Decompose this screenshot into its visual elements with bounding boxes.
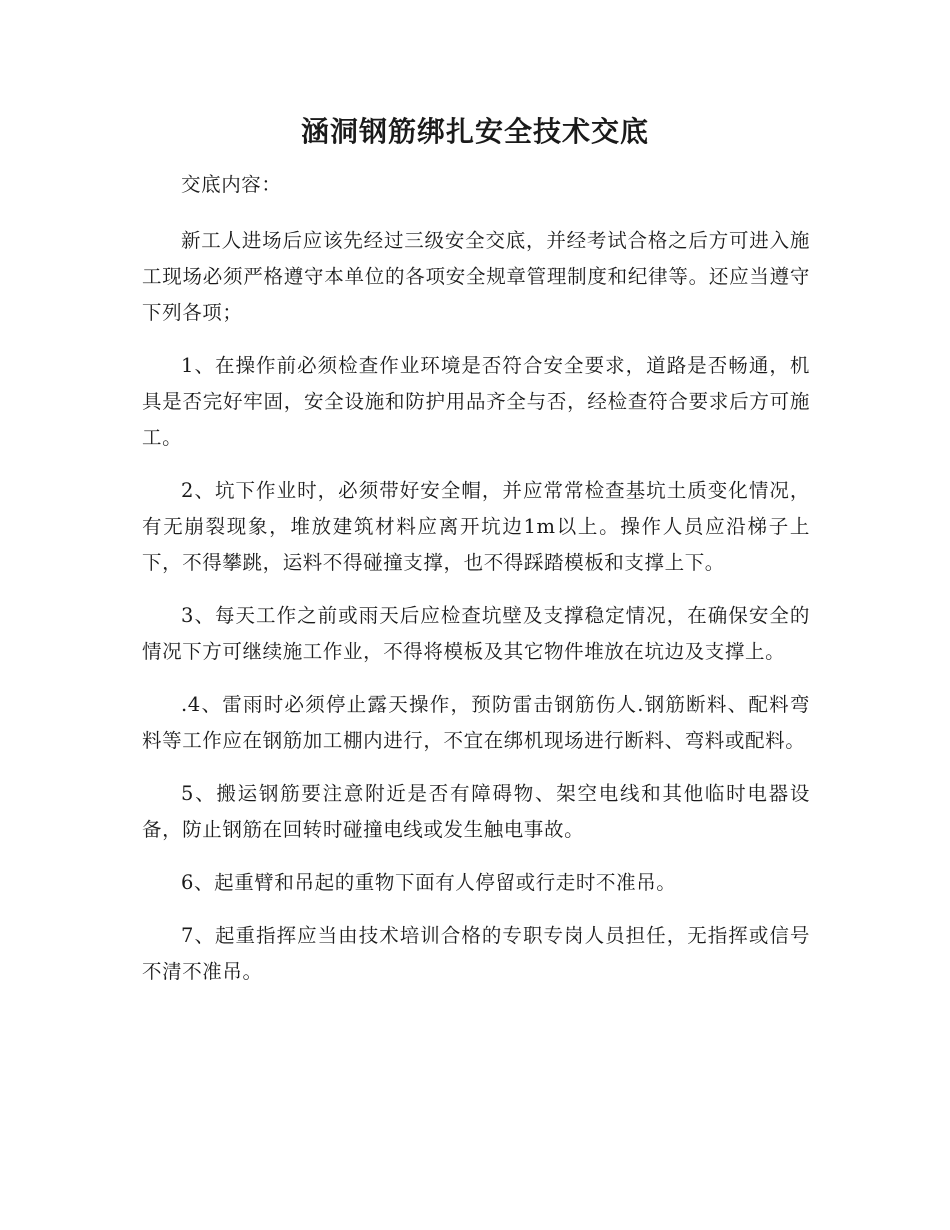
paragraph-intro: 新工人进场后应该先经过三级安全交底，并经考试合格之后方可进入施工现场必须严格遵守本单位的各项安全规章管理制度和纪律等。还应当遵守下列各项； [142,229,810,324]
paragraph-item-4: .4、雷雨时必须停止露天操作，预防雷击钢筋伤人.钢筋断料、配料弯料等工作应在钢筋加工棚内进行，不宜在绑机现场进行断料、弯料或配料。 [142,693,810,752]
paragraph-item-5: 5、搬运钢筋要注意附近是否有障碍物、架空电线和其他临时电器设备，防止钢筋在回转时碰撞电线或发生触电事故。 [142,782,810,841]
paragraph-item-1: 1、在操作前必须检查作业环境是否符合安全要求，道路是否畅通，机具是否完好牢固，安全设施和防护用品齐全与否，经检查符合要求后方可施工。 [142,354,810,449]
paragraph-item-6: 6、起重臂和吊起的重物下面有人停留或行走时不准吊。 [181,871,677,894]
document-body [142,167,810,1007]
paragraph-item-2: 2、坑下作业时，必须带好安全帽，并应常常检查基坑土质变化情况，有无崩裂现象，堆放建筑材料应离开坑边1m以上。操作人员应沿梯子上下，不得攀跳，运料不得碰撞支撑，也不得踩踏模板和支撑上下。 [142,479,810,574]
paragraph-item-7: 7、起重指挥应当由技术培训合格的专职专岗人员担任，无指挥或信号不清不准吊。 [142,924,810,983]
paragraph-item-3: 3、每天工作之前或雨天后应检查坑壁及支撑稳定情况，在确保安全的情况下方可继续施工作业，不得将模板及其它物件堆放在坑边及支撑上。 [142,604,810,663]
intro-label: 交底内容： [181,173,282,196]
document-title: 涵洞钢筋绑扎安全技术交底 [300,115,649,148]
